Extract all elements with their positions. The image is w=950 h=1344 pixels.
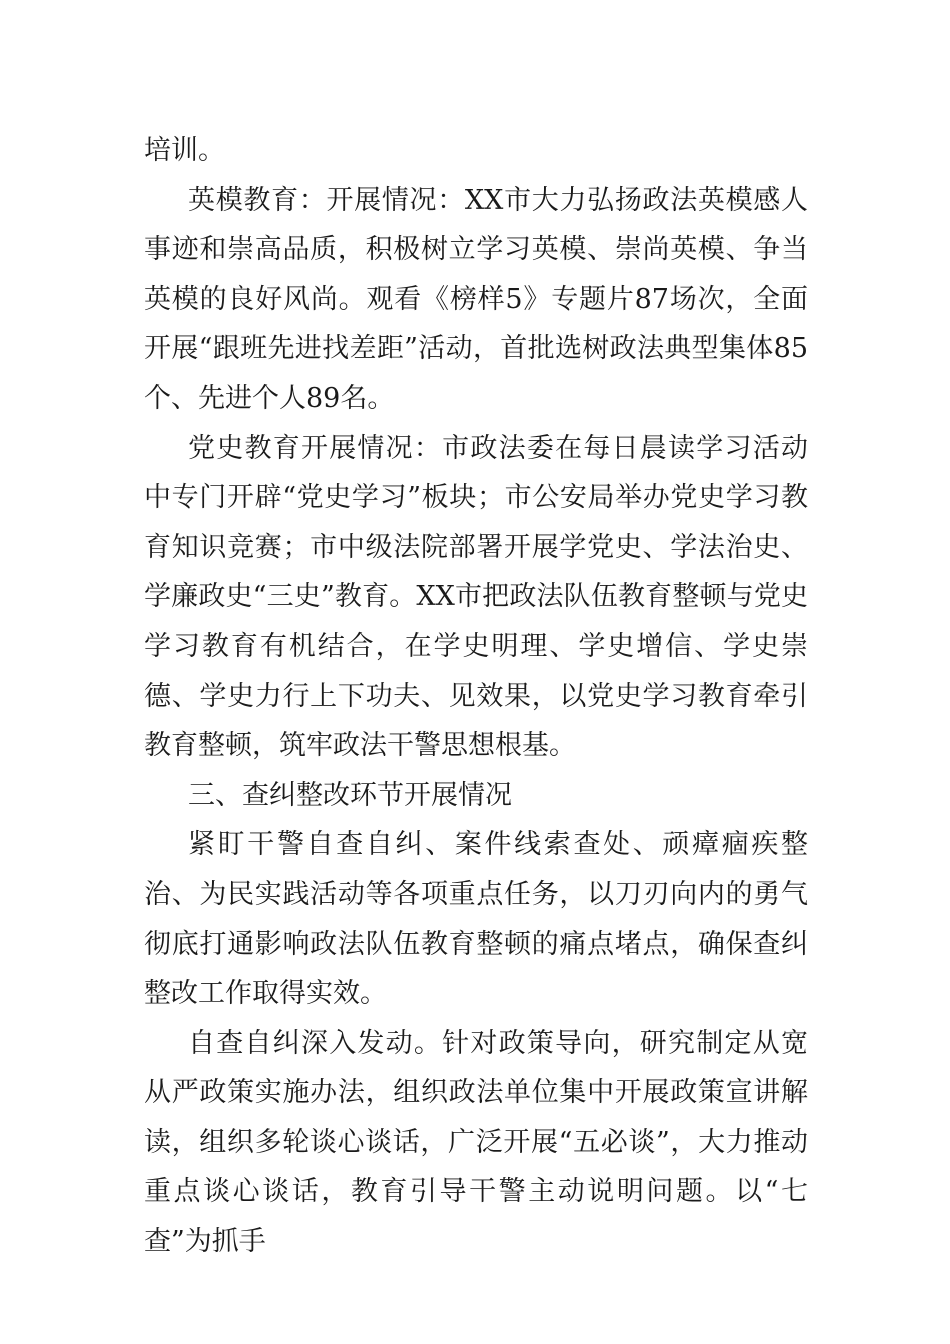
paragraph-continuation: 培训。 (144, 135, 225, 166)
paragraph-self-inspection: 自查自纠深入发动。针对政策导向，研究制定从宽从严政策实施办法，组织政法单位集中开展政策宣讲解读，组织多轮谈心谈话，广泛开展“五必谈”，大力推动重点谈心谈话，教育引导干警主动说明问题。以“七查”为抓手 (144, 1027, 808, 1258)
section-heading-rectification: 三、查纠整改环节开展情况 (188, 779, 512, 811)
paragraph-rectification-tasks: 紧盯干警自查自纠、案件线索查处、顽瘴痼疾整治、为民实践活动等各项重点任务，以刀刃向内的勇气彻底打通影响政法队伍教育整顿的痛点堵点，确保查纠整改工作取得实效。 (144, 829, 808, 1010)
paragraph-hero-education: 英模教育：开展情况：XX市大力弘扬政法英模感人事迹和崇高品质，积极树立学习英模、崇尚英模、争当英模的良好风尚。观看《榜样5》专题片87场次，全面开展“跟班先进找差距”活动，首批选树政法典型集体85个、先进个人89名。 (144, 184, 808, 414)
document-body (144, 126, 808, 1267)
paragraph-party-history-education: 党史教育开展情况：市政法委在每日晨读学习活动中专门开辟“党史学习”板块；市公安局举办党史学习教育知识竞赛；市中级法院部署开展学党史、学法治史、学廉政史“三史”教育。XX市把政法队伍教育整顿与党史学习教育有机结合，在学史明理、学史增信、学史崇德、学史力行上下功夫、见效果，以党史学习教育牵引教育整顿，筑牢政法干警思想根基。 (144, 432, 808, 762)
